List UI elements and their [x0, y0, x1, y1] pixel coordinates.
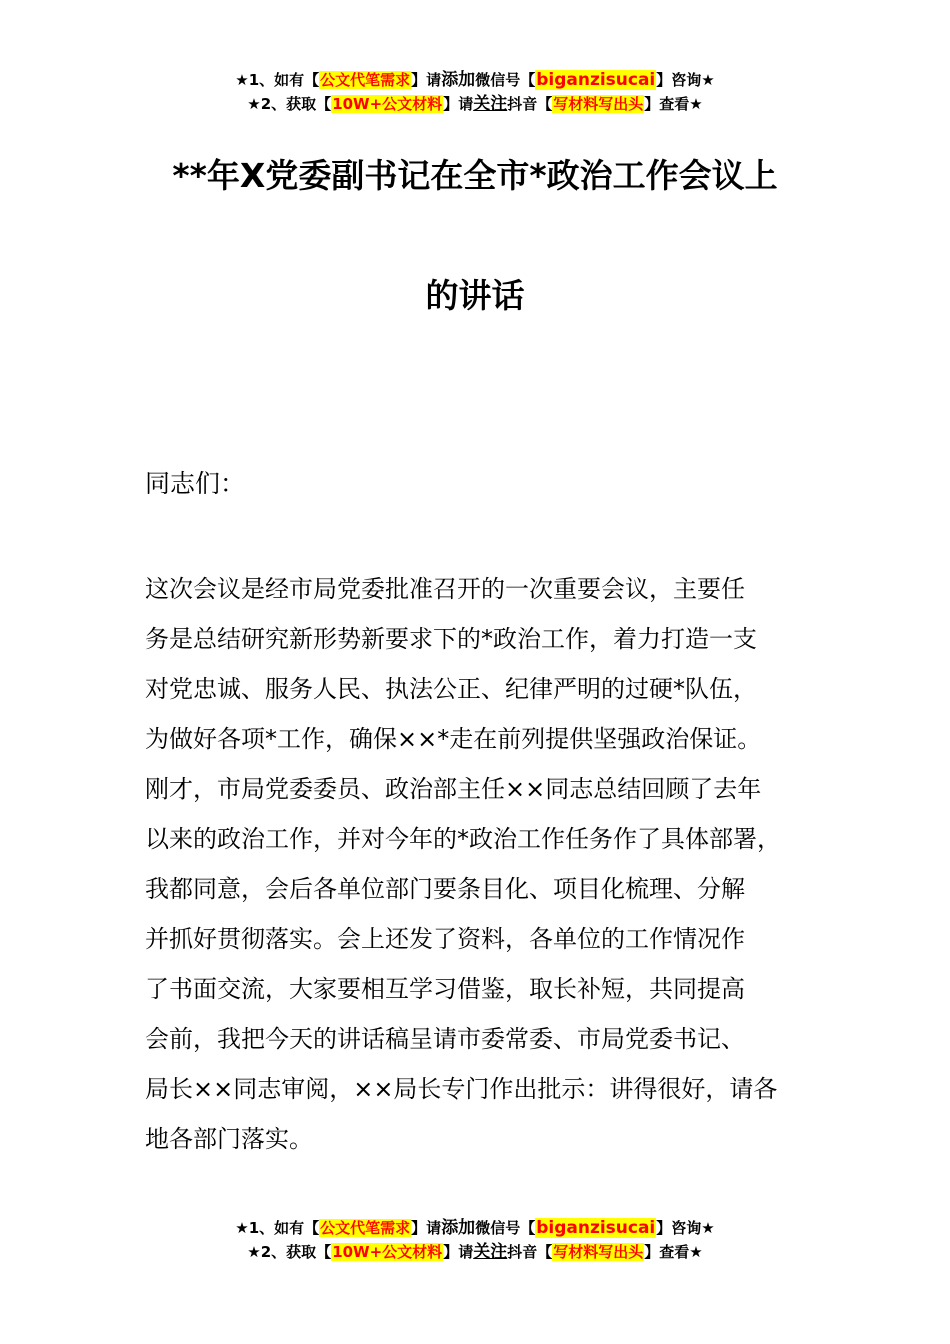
highlight-ghostwriting: 公文代笔需求 — [320, 1219, 411, 1237]
paragraph-line: 会前，我把今天的讲话稿呈请市委常委、市局党委书记、 — [145, 1025, 745, 1053]
banner-emphasis: 关注 — [473, 94, 508, 114]
banner-suffix: 】查看★ — [644, 1243, 703, 1261]
banner-text: 】请 — [411, 1219, 442, 1237]
paragraph-line: 对党忠诚、服务人民、执法公正、纪律严明的过硬*队伍， — [145, 675, 757, 703]
banner-prefix: ★2、获取【 — [247, 1243, 332, 1261]
paragraph-line: 务是总结研究新形势新要求下的*政治工作，着力打造一支 — [145, 625, 757, 653]
paragraph-line: 刚才，市局党委委员、政治部主任××同志总结回顾了去年 — [145, 775, 762, 803]
banner-prefix: ★2、获取【 — [247, 95, 332, 113]
highlight-ghostwriting: 公文代笔需求 — [320, 71, 411, 89]
bottom-banner — [0, 1216, 950, 1264]
banner-suffix: 】咨询★ — [656, 1219, 715, 1237]
banner-line-2 — [0, 92, 950, 116]
banner-prefix: ★1、如有【 — [235, 71, 320, 89]
banner-line-2 — [0, 1240, 950, 1264]
banner-line-1 — [0, 1216, 950, 1240]
banner-text: 】请 — [443, 1243, 474, 1261]
paragraph-line: 为做好各项*工作，确保××*走在前列提供坚强政治保证。 — [145, 725, 762, 753]
banner-suffix: 】查看★ — [644, 95, 703, 113]
banner-emphasis: 添加 — [441, 1218, 476, 1238]
paragraph-line: 并抓好贯彻落实。会上还发了资料，各单位的工作情况作 — [145, 925, 745, 953]
highlight-materials: 10W+公文材料 — [332, 1243, 443, 1261]
paragraph-line: 这次会议是经市局党委批准召开的一次重要会议，主要任 — [145, 575, 745, 603]
banner-text: 微信号【 — [475, 1219, 536, 1237]
highlight-douyin: 写材料写出头 — [553, 1243, 644, 1261]
highlight-materials: 10W+公文材料 — [332, 95, 443, 113]
banner-text: 抖音【 — [507, 1243, 553, 1261]
salutation: 同志们： — [145, 469, 246, 498]
banner-prefix: ★1、如有【 — [235, 1219, 320, 1237]
banner-text: 微信号【 — [475, 71, 536, 89]
paragraph-line: 地各部门落实。 — [145, 1125, 313, 1153]
banner-text: 】请 — [443, 95, 474, 113]
banner-line-1 — [0, 68, 950, 92]
paragraph-line: 局长××同志审阅，××局长专门作出批示：讲得很好，请各 — [145, 1075, 778, 1103]
banner-emphasis: 关注 — [473, 1242, 508, 1262]
body-paragraph — [145, 564, 835, 1164]
highlight-wechat-id: biganzisucai — [536, 70, 656, 90]
document-title-line-1: **年X党委副书记在全市*政治工作会议上 — [172, 156, 778, 195]
banner-emphasis: 添加 — [441, 70, 476, 90]
document-title-line-2: 的讲话 — [425, 276, 525, 315]
highlight-wechat-id: biganzisucai — [536, 1218, 656, 1238]
paragraph-line: 我都同意，会后各单位部门要条目化、项目化梳理、分解 — [145, 875, 745, 903]
top-banner — [0, 68, 950, 116]
paragraph-line: 了书面交流，大家要相互学习借鉴，取长补短，共同提高 — [145, 975, 745, 1003]
paragraph-line: 以来的政治工作，并对今年的*政治工作任务作了具体部署， — [145, 825, 781, 853]
highlight-douyin: 写材料写出头 — [553, 95, 644, 113]
banner-suffix: 】咨询★ — [656, 71, 715, 89]
banner-text: 抖音【 — [507, 95, 553, 113]
banner-text: 】请 — [411, 71, 442, 89]
